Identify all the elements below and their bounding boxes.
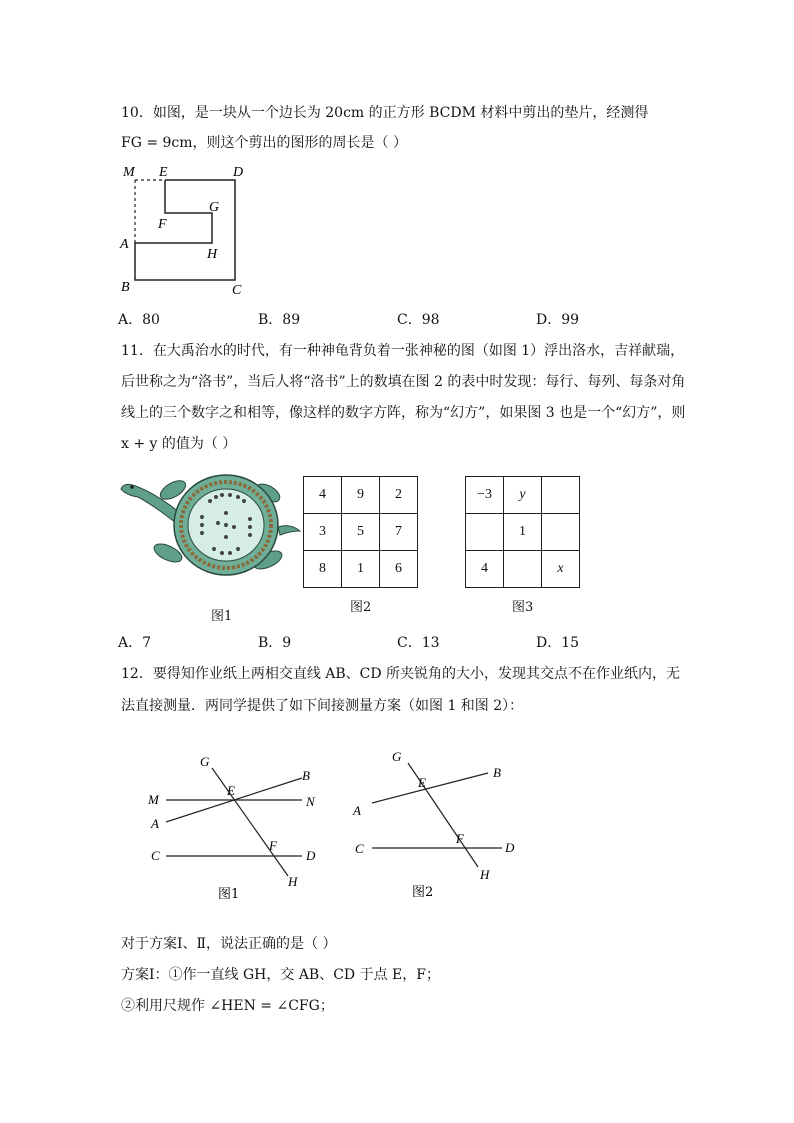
q12f1-label-b: B <box>302 768 310 783</box>
q12f1-label-d: D <box>306 848 316 863</box>
q12-text-line3: 对于方案Ⅰ、Ⅱ，说法正确的是（ ） <box>121 936 337 952</box>
q12-text-line2: 法直接测量．两同学提供了如下间接测量方案（如图 1 和图 2）： <box>121 698 524 714</box>
q12f2-label-c: C <box>355 841 364 856</box>
q10-label-e: E <box>159 165 168 180</box>
q11-option-c[interactable]: C．13 <box>397 635 440 651</box>
q12-text-line5: ②利用尺规作 ∠HEN = ∠CFG； <box>121 998 334 1014</box>
q10-label-d: D <box>233 165 244 180</box>
q11-magic-square-fig3 <box>465 476 580 588</box>
grid2-cell: 5 <box>342 514 380 551</box>
q10-text-line1: 10．如图，是一块从一个边长为 20cm 的正方形 BCDM 材料中剪出的垫片，经测得 <box>121 105 649 121</box>
q11-option-d[interactable]: D．15 <box>536 635 580 651</box>
q11-text-line1: 11．在大禹治水的时代，有一种神龟背负着一张神秘的图（如图 1）浮出洛水，吉祥献瑞， <box>121 343 685 359</box>
q10-label-m: M <box>123 165 135 180</box>
q11-text-line3: 线上的三个数字之和相等，像这样的数字方阵，称为“幻方”，如果图 3 也是一个“幻方”，则 <box>121 405 686 421</box>
q12f2-label-f: F <box>456 831 464 846</box>
q12f1-label-n: N <box>306 794 315 809</box>
q10-option-b[interactable]: B．89 <box>258 312 301 328</box>
q12-text-line1: 12．要得知作业纸上两相交直线 AB、CD 所夹锐角的大小，发现其交点不在作业纸内，无 <box>121 666 681 682</box>
turtle-illustration <box>118 465 303 585</box>
grid2-cell: 9 <box>342 477 380 514</box>
table-row <box>304 477 418 514</box>
q12f1-label-c: C <box>151 848 160 863</box>
grid2-cell: 6 <box>380 551 418 588</box>
q12f1-label-g: G <box>200 754 210 769</box>
grid3-cell: y <box>504 477 542 514</box>
grid2-cell: 3 <box>304 514 342 551</box>
q10-label-f: F <box>158 217 167 232</box>
q12-figure2 <box>342 745 532 905</box>
table-row <box>304 514 418 551</box>
q10-option-a[interactable]: A．80 <box>118 312 160 328</box>
q10-option-d[interactable]: D．99 <box>536 312 580 328</box>
q12f2-caption: 图2 <box>412 885 434 900</box>
q12f2-label-d: D <box>505 840 515 855</box>
q11-option-b[interactable]: B．9 <box>258 635 292 651</box>
q12-figure1 <box>140 748 330 908</box>
q12f1-label-f: F <box>269 838 277 853</box>
q12f2-label-e: E <box>418 775 426 790</box>
q10-option-c[interactable]: C．98 <box>397 312 440 328</box>
q11-text-line4: x + y 的值为（ ） <box>121 436 237 452</box>
q12f1-line-gh <box>212 768 288 876</box>
q10-label-c: C <box>232 283 242 298</box>
q11-option-a[interactable]: A．7 <box>118 635 152 651</box>
q12f2-label-h: H <box>480 867 490 882</box>
grid3-cell <box>466 514 504 551</box>
q12f2-label-g: G <box>392 749 402 764</box>
table-row <box>304 551 418 588</box>
q12f1-caption: 图1 <box>218 887 240 902</box>
q10-shape-outline <box>135 180 235 280</box>
grid2-cell: 4 <box>304 477 342 514</box>
grid3-cell: 1 <box>504 514 542 551</box>
q12f1-label-a: A <box>151 816 159 831</box>
grid3-cell <box>542 477 580 514</box>
grid3-cell <box>504 551 542 588</box>
grid2-cell: 2 <box>380 477 418 514</box>
grid3-cell <box>542 514 580 551</box>
q11-fig1-caption: 图1 <box>211 609 233 624</box>
q10-figure <box>115 160 255 300</box>
q11-magic-square-fig2 <box>303 476 418 588</box>
q10-label-g: G <box>209 200 220 215</box>
turtle-tail <box>278 526 300 535</box>
turtle-eye <box>130 485 134 489</box>
q12f1-label-e: E <box>227 783 235 798</box>
grid3-cell: x <box>542 551 580 588</box>
grid2-cell: 7 <box>380 514 418 551</box>
q10-label-h: H <box>207 247 218 262</box>
grid2-cell: 1 <box>342 551 380 588</box>
table-row <box>466 477 580 514</box>
q12f1-label-h: H <box>288 874 298 889</box>
q12-text-line4: 方案Ⅰ：①作一直线 GH，交 AB、CD 于点 E，F； <box>121 967 440 983</box>
grid3-cell: 4 <box>466 551 504 588</box>
q11-fig2-caption: 图2 <box>350 600 372 615</box>
q12f2-label-b: B <box>493 765 501 780</box>
table-row <box>466 551 580 588</box>
q12f2-line-ab <box>372 773 488 803</box>
q11-text-line2: 后世称之为“洛书”，当后人将“洛书”上的数填在图 2 的表中时发现：每行、每列、每条对角 <box>121 374 686 390</box>
q10-label-a: A <box>120 237 129 252</box>
grid2-cell: 8 <box>304 551 342 588</box>
q12f1-label-m: M <box>148 792 159 807</box>
grid3-cell: −3 <box>466 477 504 514</box>
table-row <box>466 514 580 551</box>
q10-label-b: B <box>121 280 130 295</box>
q12f2-label-a: A <box>353 803 361 818</box>
q10-text-line2: FG = 9cm，则这个剪出的图形的周长是（ ） <box>121 135 408 151</box>
q11-fig3-caption: 图3 <box>512 600 534 615</box>
